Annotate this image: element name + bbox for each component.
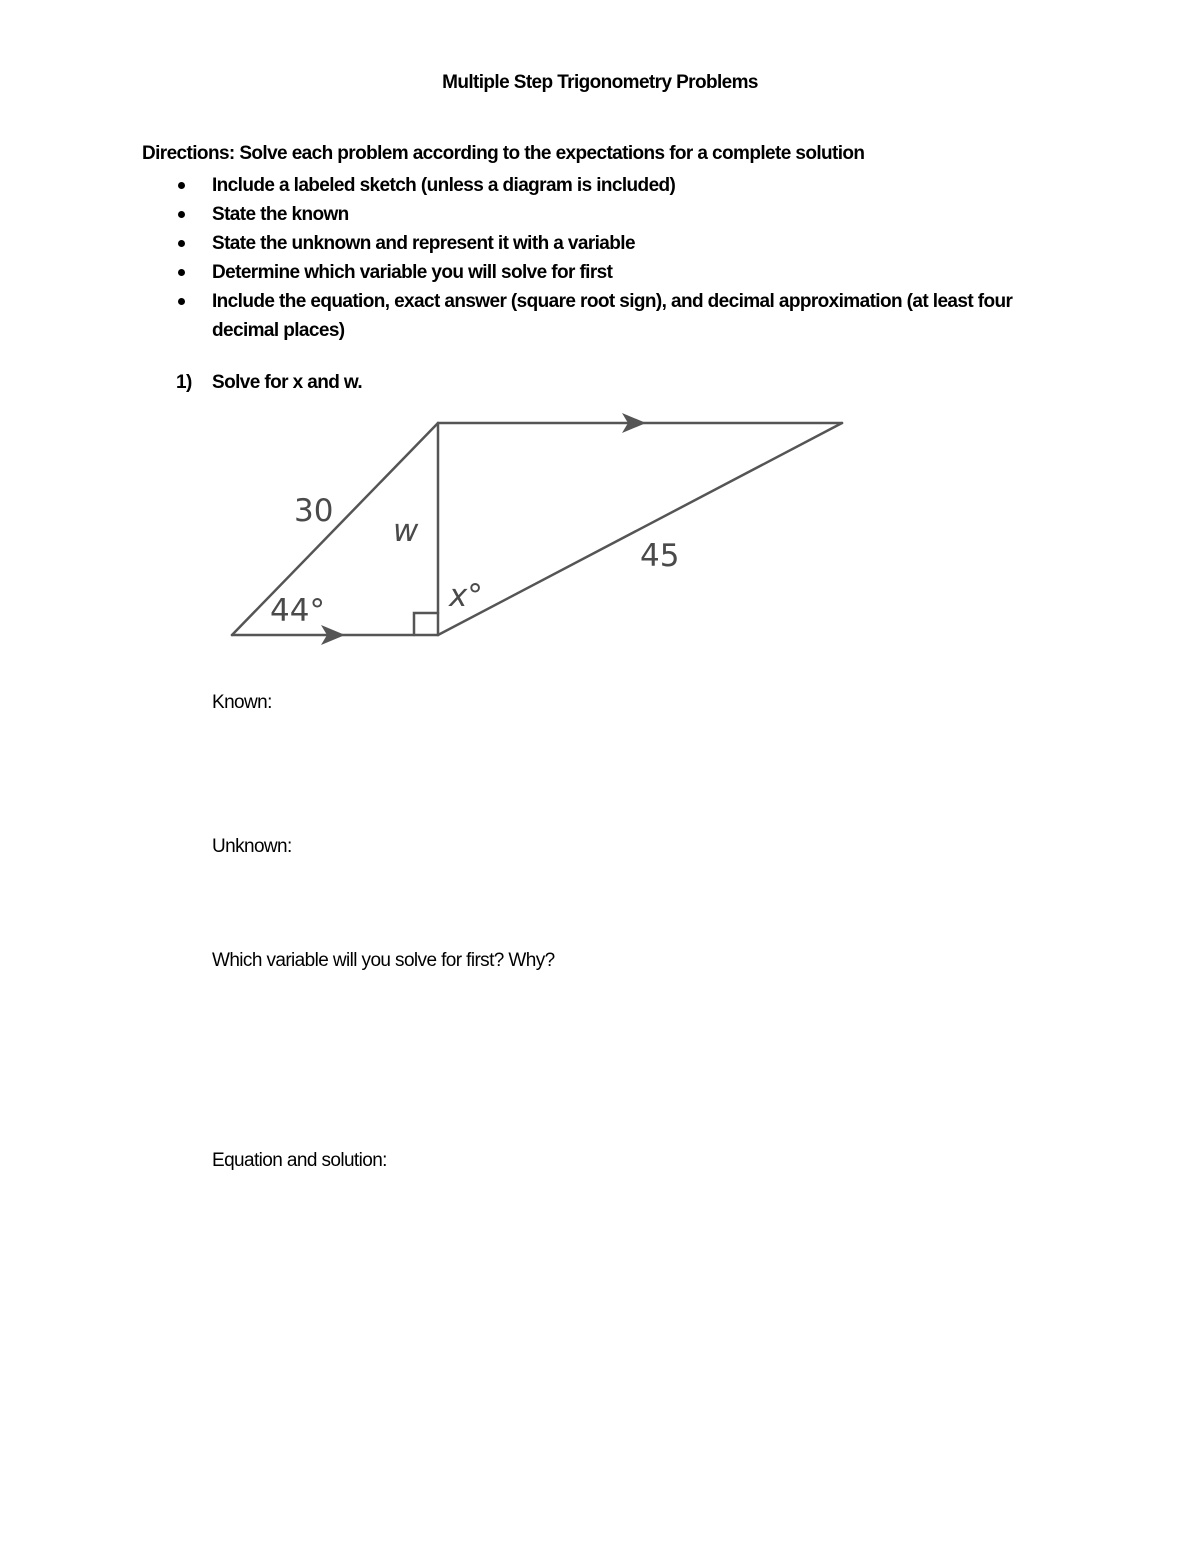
angle-label-44: 44° (270, 593, 325, 629)
problem-number: 1) (176, 372, 192, 393)
page-title: Multiple Step Trigonometry Problems (442, 72, 758, 93)
list-item-label: Include the equation, exact answer (square root sign), and decimal approximation (at least four decimal places) (212, 291, 1013, 341)
angle-label-x: x° (449, 578, 483, 614)
diagonal-line (438, 423, 842, 635)
equation-label: Equation and solution: (212, 1150, 387, 1171)
side-label-30: 30 (294, 493, 334, 529)
known-label: Known: (212, 692, 272, 713)
directions-text: Directions: Solve each problem according to the expectations for a complete solution (142, 143, 865, 164)
list-item-label: Determine which variable you will solve for first (212, 262, 613, 283)
list-item-label: State the unknown and represent it with a variable (212, 233, 635, 254)
triangle-diagram (0, 0, 1200, 700)
list-item-label: Include a labeled sketch (unless a diagram is included) (212, 175, 676, 196)
unknown-label: Unknown: (212, 836, 292, 857)
side-label-45: 45 (640, 538, 680, 574)
side-label-w: w (393, 513, 419, 549)
right-angle-marker (414, 613, 438, 635)
which-first-label: Which variable will you solve for first? Why? (212, 950, 555, 971)
problem-text: Solve for x and w. (212, 372, 363, 393)
list-item-label: State the known (212, 204, 349, 225)
